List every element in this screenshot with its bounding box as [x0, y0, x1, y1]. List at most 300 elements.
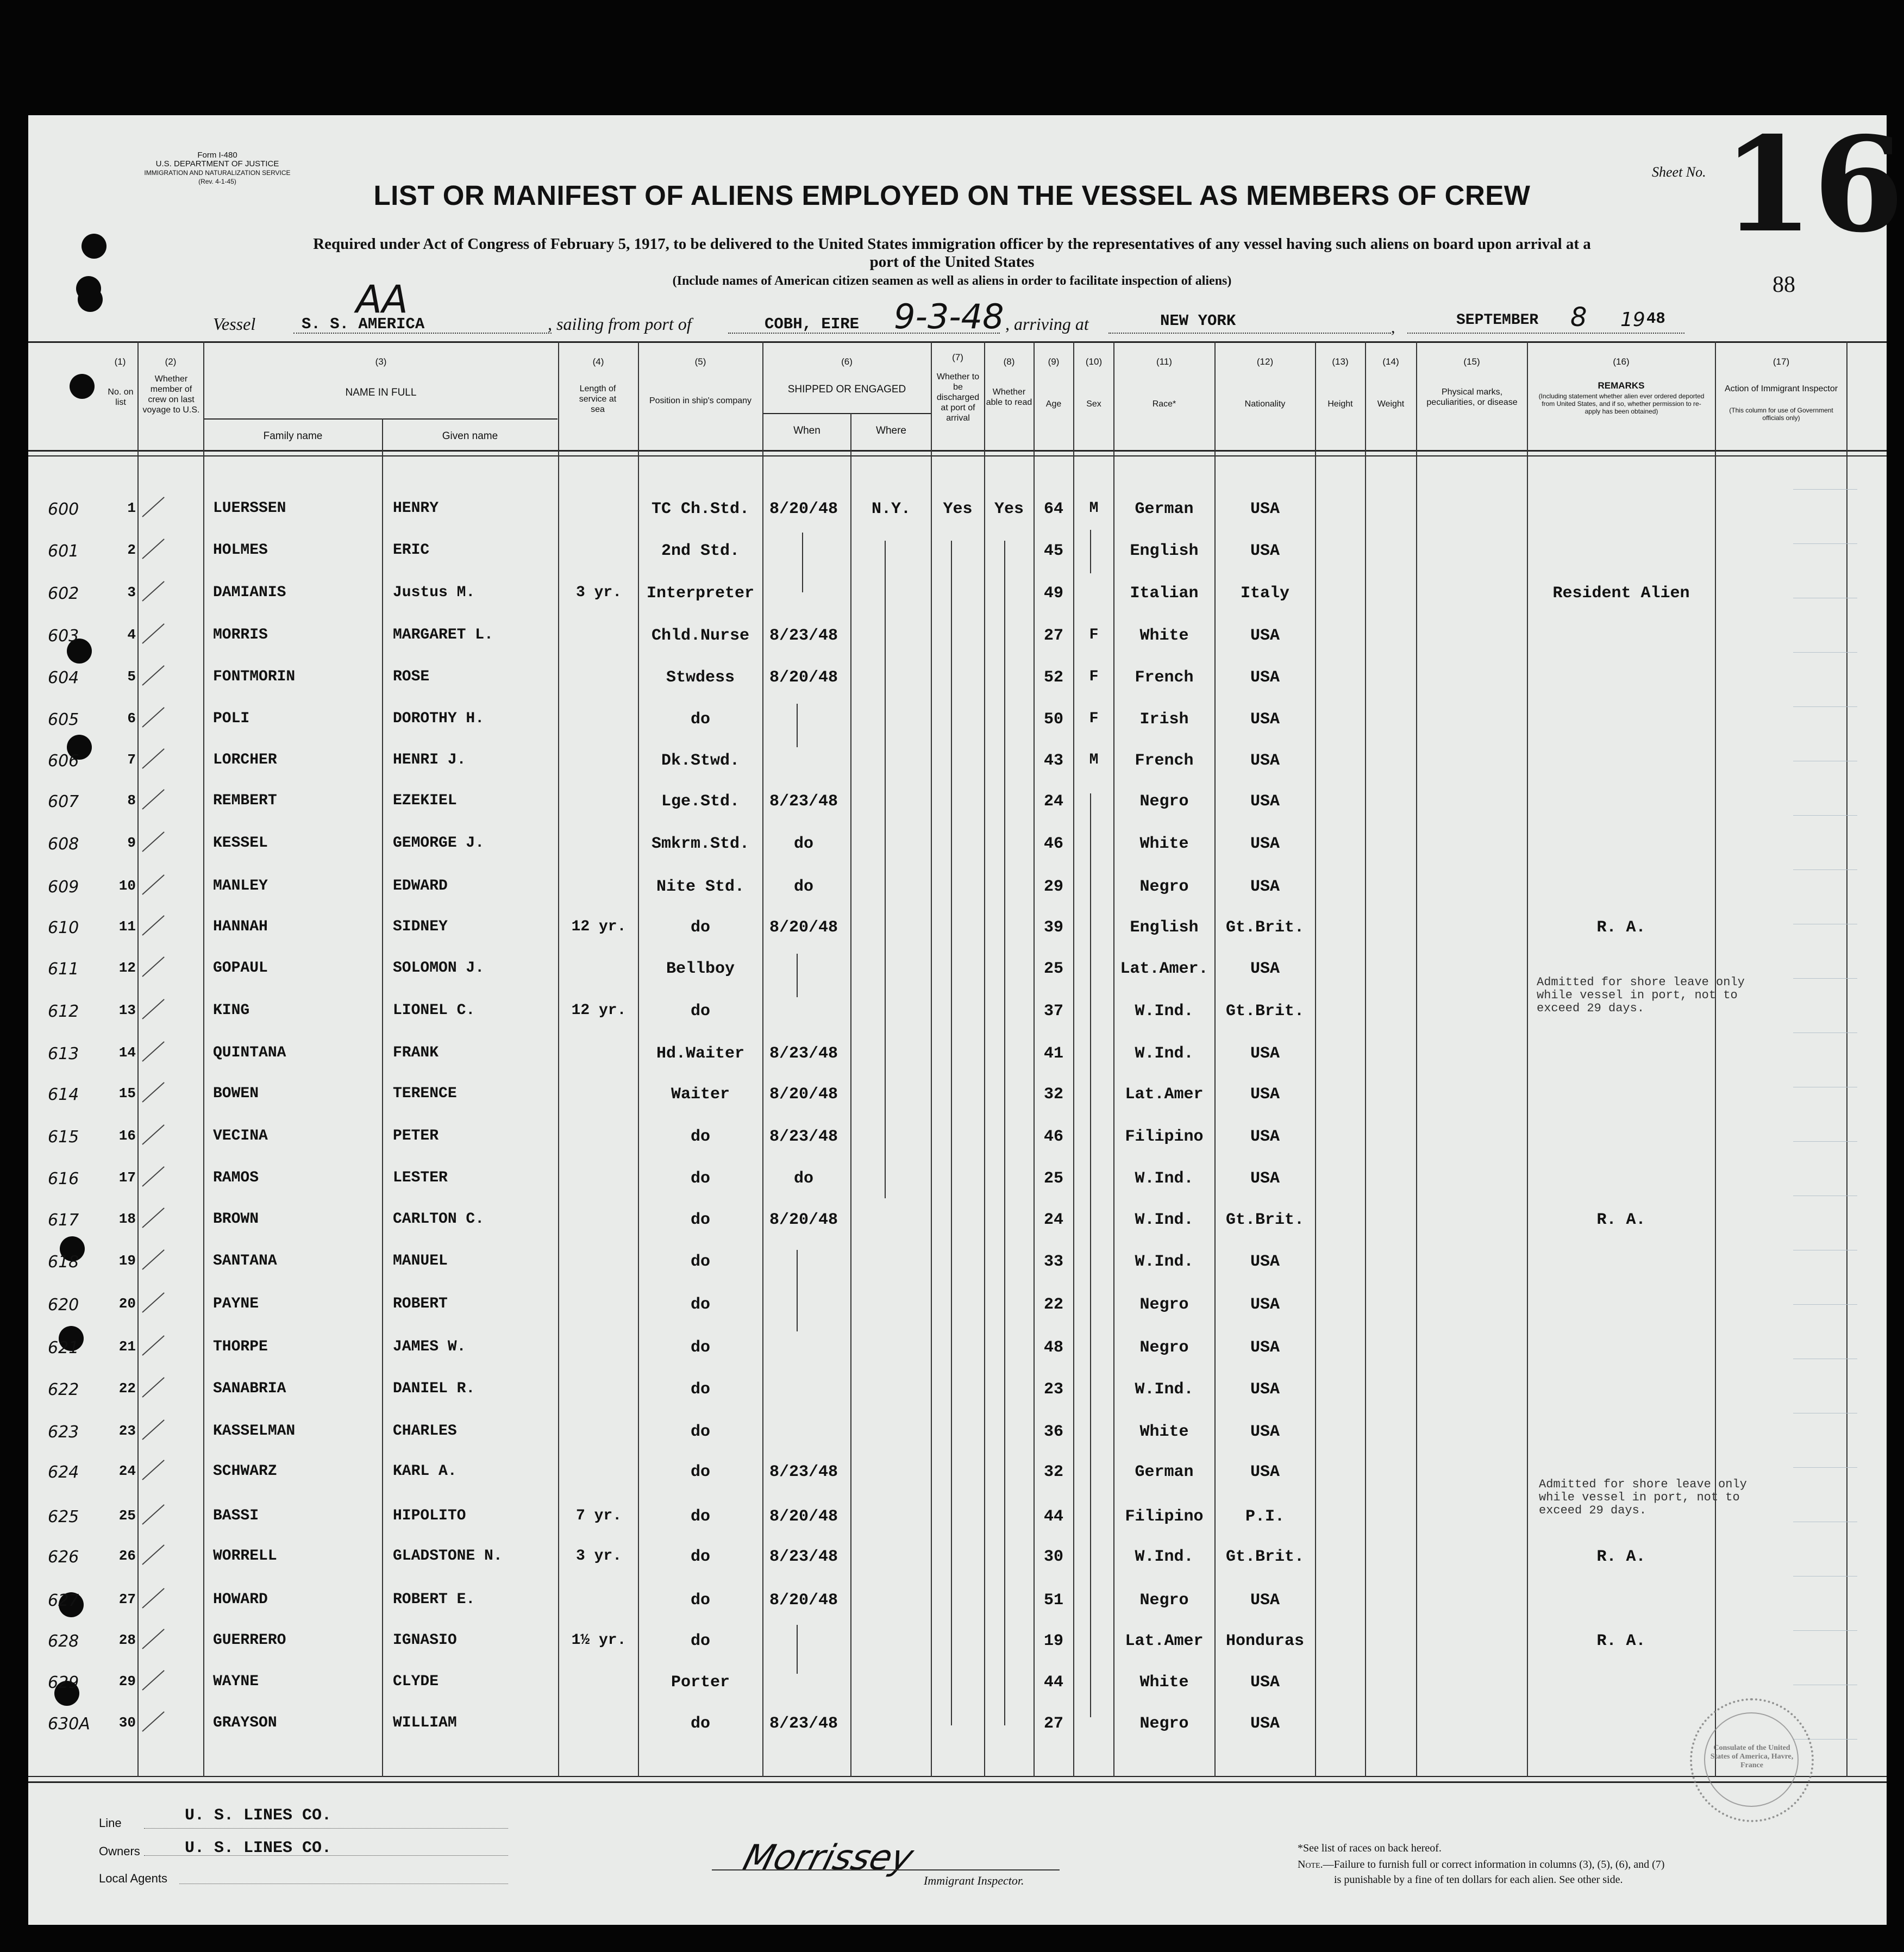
length-of-service: 12 yr.: [571, 918, 627, 935]
age: 39: [1043, 918, 1063, 937]
sailing-port: COBH, EIRE: [765, 315, 860, 333]
ditto-mark: [885, 541, 886, 1198]
list-margin-number: 617: [48, 1211, 79, 1230]
given-name: CARLTON C.: [393, 1211, 485, 1228]
position-in-company: 2nd Std.: [661, 542, 740, 560]
given-name: WILLIAM: [393, 1715, 457, 1731]
position-in-company: do: [690, 1380, 710, 1399]
given-name: FRANK: [393, 1044, 439, 1061]
family-name: QUINTANA: [213, 1044, 286, 1061]
race: Negro: [1139, 1591, 1189, 1610]
sex: M: [1089, 752, 1099, 768]
nationality: USA: [1250, 1128, 1280, 1146]
position-in-company: do: [690, 1632, 710, 1650]
family-name: KESSEL: [213, 835, 268, 852]
family-name: GUERRERO: [213, 1632, 286, 1649]
given-name: LESTER: [393, 1169, 448, 1186]
col12-label: Nationality: [1244, 399, 1286, 409]
race: German: [1135, 1463, 1194, 1481]
given-name: GLADSTONE N.: [393, 1548, 503, 1565]
vessel-name: S. S. AMERICA: [302, 315, 425, 333]
punch-hole: [70, 374, 95, 399]
given-name: HIPOLITO: [393, 1507, 466, 1524]
age: 45: [1043, 542, 1063, 560]
engaged-when: 8/20/48: [769, 1591, 838, 1610]
given-name: EDWARD: [393, 878, 448, 894]
age: 49: [1043, 584, 1063, 603]
engaged-when: 8/20/48: [769, 500, 838, 518]
col1-number: (1): [114, 356, 126, 367]
list-number: 3: [127, 584, 136, 600]
family-name: WAYNE: [213, 1673, 259, 1690]
position-in-company: Stwdess: [666, 668, 735, 687]
note-text: —Failure to furnish full or correct information in columns (3), (5), (6), and (7): [1323, 1859, 1665, 1870]
ditto-mark: [1004, 541, 1005, 1725]
list-number: 30: [118, 1715, 136, 1731]
remarks: R. A.: [1596, 1548, 1646, 1566]
nationality: USA: [1250, 1423, 1280, 1441]
note-line: [1298, 1859, 1664, 1871]
nationality: Gt.Brit.: [1225, 1002, 1305, 1021]
col7-number: (7): [952, 352, 963, 362]
consulate-seal: [1690, 1698, 1814, 1822]
family-name: SANABRIA: [213, 1380, 286, 1397]
sex: F: [1089, 668, 1099, 685]
nationality: USA: [1250, 1085, 1280, 1104]
subtitle-note: (Include names of American citizen seamen as well as aliens in order to facilitate inspection of aliens): [672, 274, 1232, 288]
engaged-when: 8/20/48: [769, 1085, 838, 1104]
engaged-when: do: [793, 878, 813, 896]
engaged-when: do: [793, 835, 813, 853]
age: 41: [1043, 1044, 1063, 1063]
ditto-mark: [951, 541, 952, 1725]
nationality: USA: [1250, 1169, 1280, 1188]
list-number: 27: [118, 1591, 136, 1607]
nationality: P.I.: [1245, 1507, 1285, 1526]
race: Irish: [1139, 710, 1189, 729]
inspector-signature: Morrissey: [739, 1838, 918, 1878]
race: Negro: [1139, 1715, 1189, 1733]
family-name: HANNAH: [213, 918, 268, 935]
col12-number: (12): [1256, 356, 1274, 367]
given-name: SOLOMON J.: [393, 960, 485, 977]
race: Negro: [1139, 1338, 1189, 1357]
vessel-label: Vessel: [213, 314, 256, 334]
age: 36: [1043, 1423, 1063, 1441]
sailing-date-handwritten: 9-3-48: [894, 297, 1004, 336]
ditto-mark: [1090, 530, 1091, 573]
family-name: LUERSSEN: [213, 500, 286, 517]
position-in-company: do: [690, 1296, 710, 1314]
list-margin-number: 624: [48, 1463, 79, 1482]
age: 22: [1043, 1296, 1063, 1314]
owners-label: Owners: [99, 1844, 140, 1858]
position-in-company: do: [690, 1338, 710, 1357]
list-number: 1: [127, 500, 136, 516]
given-name: Justus M.: [393, 584, 475, 601]
given-name: PETER: [393, 1128, 439, 1144]
owners-value: U. S. LINES CO.: [185, 1839, 332, 1857]
vessel-initials: AA: [356, 277, 408, 322]
note-label: Note.: [1298, 1859, 1323, 1870]
position-in-company: do: [690, 1715, 710, 1733]
race: German: [1135, 500, 1194, 518]
ditto-mark: [1090, 793, 1091, 1717]
age: 30: [1043, 1548, 1063, 1566]
col4-label: Length of service at sea: [579, 384, 617, 414]
age: 50: [1043, 710, 1063, 729]
col10-number: (10): [1085, 356, 1103, 367]
family-name: VECINA: [213, 1128, 268, 1144]
given-name: KARL A.: [393, 1463, 457, 1480]
position-in-company: Nite Std.: [656, 878, 745, 896]
list-margin-number: 616: [48, 1169, 79, 1188]
list-margin-number: 602: [48, 584, 79, 603]
list-margin-number: 611: [48, 960, 79, 979]
age: 46: [1043, 1128, 1063, 1146]
age: 52: [1043, 668, 1063, 687]
nationality: Gt.Brit.: [1225, 1211, 1305, 1229]
nationality: Gt.Brit.: [1225, 918, 1305, 937]
able-to-read: Yes: [994, 500, 1024, 518]
col11-number: (11): [1156, 356, 1172, 367]
stamped-remark: [1539, 1478, 1747, 1517]
list-number: 25: [118, 1507, 136, 1524]
list-number: 16: [118, 1128, 136, 1144]
engaged-when: 8/23/48: [769, 627, 838, 645]
given-name: SIDNEY: [393, 918, 448, 935]
position-in-company: do: [690, 710, 710, 729]
ditto-mark: [797, 1250, 798, 1331]
race: W.Ind.: [1135, 1211, 1194, 1229]
sex: M: [1089, 500, 1099, 517]
race: English: [1130, 542, 1199, 560]
family-name: LORCHER: [213, 752, 277, 768]
family-name: BROWN: [213, 1211, 259, 1228]
engaged-when: 8/23/48: [769, 1044, 838, 1063]
col5-number: (5): [694, 356, 706, 367]
list-margin-number: 626: [48, 1548, 79, 1567]
position-in-company: Interpreter: [646, 584, 755, 603]
family-name: MANLEY: [213, 878, 268, 894]
list-number: 21: [118, 1338, 136, 1355]
col8-number: (8): [1003, 356, 1015, 367]
col3-number: (3): [375, 356, 387, 367]
engaged-when: 8/20/48: [769, 1211, 838, 1229]
position-in-company: TC Ch.Std.: [651, 500, 750, 518]
age: 32: [1043, 1085, 1063, 1104]
col11-label: Race*: [1152, 399, 1176, 409]
nationality: Gt.Brit.: [1225, 1548, 1305, 1566]
col9-label: Age: [1045, 399, 1062, 409]
stamped-remark-line: Admitted for shore leave only: [1539, 1478, 1747, 1491]
age: 24: [1043, 1211, 1063, 1229]
given-name: CLYDE: [393, 1673, 439, 1690]
nationality: USA: [1250, 668, 1280, 687]
engaged-where: N.Y.: [871, 500, 911, 518]
race: White: [1139, 835, 1189, 853]
given-name: EZEKIEL: [393, 792, 457, 809]
list-margin-number: 607: [48, 792, 79, 811]
race: Lat.Amer.: [1120, 960, 1208, 978]
ditto-mark: [797, 954, 798, 997]
sheet-number: 16: [1723, 108, 1904, 261]
given-name: HENRY: [393, 500, 439, 517]
list-number: 17: [118, 1169, 136, 1186]
col6-label: SHIPPED OR ENGAGED: [787, 384, 906, 395]
age: 44: [1043, 1673, 1063, 1692]
col14-number: (14): [1382, 356, 1399, 367]
list-number: 15: [118, 1085, 136, 1102]
seal-text: Consulate of the United States of America, Havre, France: [1710, 1744, 1794, 1769]
position-in-company: Bellboy: [666, 960, 735, 978]
family-name: HOLMES: [213, 542, 268, 559]
sex: F: [1089, 710, 1099, 727]
age: 48: [1043, 1338, 1063, 1357]
col7-label: Whether to be discharged at port of arrival: [936, 372, 980, 423]
engaged-when: 8/23/48: [769, 1128, 838, 1146]
col16-sub: (Including statement whether alien ever ordered deported from United States, and if so, whether permission to re-apply has been obtained): [1538, 392, 1705, 415]
position-in-company: do: [690, 1591, 710, 1610]
list-margin-number: 610: [48, 918, 79, 937]
family-name: WORRELL: [213, 1548, 277, 1565]
length-of-service: 7 yr.: [575, 1507, 622, 1524]
line-value: U. S. LINES CO.: [185, 1806, 332, 1825]
race: French: [1135, 752, 1194, 770]
col3-label: NAME IN FULL: [345, 387, 417, 398]
col13-number: (13): [1332, 356, 1349, 367]
list-number: 4: [127, 627, 136, 643]
list-number: 9: [127, 835, 136, 851]
col15-number: (15): [1463, 356, 1480, 367]
list-margin-number: 612: [48, 1002, 79, 1021]
family-name: DAMIANIS: [213, 584, 286, 601]
list-margin-number: 604: [48, 668, 79, 687]
given-name: MANUEL: [393, 1253, 448, 1269]
nationality: Italy: [1240, 584, 1289, 603]
list-number: 7: [127, 752, 136, 768]
col2-number: (2): [165, 356, 177, 367]
list-number: 20: [118, 1296, 136, 1312]
engaged-when: 8/20/48: [769, 918, 838, 937]
nationality: USA: [1250, 878, 1280, 896]
subtitle-line1: Required under Act of Congress of February 5, 1917, to be delivered to the United States immigration officer by the representatives of any vessel having such aliens on board upon arrival at a: [313, 235, 1591, 253]
race: Filipino: [1125, 1507, 1204, 1526]
position-in-company: do: [690, 1169, 710, 1188]
race: English: [1130, 918, 1199, 937]
family-name: SANTANA: [213, 1253, 277, 1269]
service: IMMIGRATION AND NATURALIZATION SERVICE: [144, 169, 291, 177]
engaged-when: 8/23/48: [769, 1715, 838, 1733]
family-name: SCHWARZ: [213, 1463, 277, 1480]
list-margin-number: 618: [48, 1253, 79, 1272]
col1-label: No. on list: [108, 387, 134, 407]
race: W.Ind.: [1135, 1253, 1194, 1271]
age: 64: [1043, 500, 1063, 518]
given-name: ROBERT E.: [393, 1591, 475, 1608]
family-name: GRAYSON: [213, 1715, 277, 1731]
race: W.Ind.: [1135, 1548, 1194, 1566]
length-of-service: 3 yr.: [575, 1548, 622, 1565]
col6-when-label: When: [793, 425, 821, 436]
given-name: MARGARET L.: [393, 627, 493, 643]
col5-label: Position in ship's company: [649, 396, 752, 405]
given-name: IGNASIO: [393, 1632, 457, 1649]
nationality: USA: [1250, 1715, 1280, 1733]
race: W.Ind.: [1135, 1002, 1194, 1021]
position-in-company: Dk.Stwd.: [661, 752, 740, 770]
sheet-label: Sheet No.: [1652, 164, 1706, 180]
col13-label: Height: [1327, 399, 1353, 409]
stamped-remark: [1537, 976, 1745, 1015]
punch-hole: [78, 287, 103, 312]
col16-number: (16): [1613, 356, 1630, 367]
family-name: REMBERT: [213, 792, 277, 809]
stamped-remark-line: Admitted for shore leave only: [1537, 975, 1745, 989]
nationality: USA: [1250, 792, 1280, 811]
list-margin-number: 620: [48, 1296, 79, 1315]
list-margin-number: 621: [48, 1338, 79, 1357]
list-margin-number: 608: [48, 835, 79, 854]
age: 25: [1043, 1169, 1063, 1188]
list-number: 10: [118, 878, 136, 894]
col3-family-label: Family name: [263, 430, 323, 442]
family-name: BOWEN: [213, 1085, 259, 1102]
list-number: 13: [118, 1002, 136, 1018]
family-name: HOWARD: [213, 1591, 268, 1608]
age: 43: [1043, 752, 1063, 770]
nationality: USA: [1250, 752, 1280, 770]
given-name: TERENCE: [393, 1085, 457, 1102]
given-name: CHARLES: [393, 1423, 457, 1440]
given-name: ROBERT: [393, 1296, 448, 1312]
to-be-discharged: Yes: [943, 500, 973, 518]
race: White: [1139, 1673, 1189, 1692]
list-number: 18: [118, 1211, 136, 1227]
position-in-company: do: [690, 1548, 710, 1566]
race: Filipino: [1125, 1128, 1204, 1146]
list-margin-number: 622: [48, 1380, 79, 1399]
ditto-mark: [797, 704, 798, 747]
race: W.Ind.: [1135, 1169, 1194, 1188]
given-name: GEMORGE J.: [393, 835, 485, 852]
age: 29: [1043, 878, 1063, 896]
age: 32: [1043, 1463, 1063, 1481]
remarks: R. A.: [1596, 918, 1646, 937]
list-margin-number: 625: [48, 1507, 79, 1526]
arrival-day: 8: [1570, 302, 1587, 333]
list-number: 14: [118, 1044, 136, 1061]
list-margin-number: 630A: [48, 1715, 90, 1734]
list-margin-number: 601: [48, 542, 79, 561]
arrival-port: NEW YORK: [1160, 312, 1236, 330]
engaged-when: 8/23/48: [769, 1463, 838, 1481]
family-name: MORRIS: [213, 627, 268, 643]
arrival-year-hand: 19: [1620, 309, 1645, 331]
stamped-remark-line: while vessel in port, not to: [1539, 1491, 1740, 1504]
race: Italian: [1130, 584, 1199, 603]
age: 23: [1043, 1380, 1063, 1399]
nationality: USA: [1250, 1338, 1280, 1357]
col8-label: Whether able to read: [986, 387, 1032, 407]
col6-where-label: Where: [876, 425, 906, 436]
col9-number: (9): [1048, 356, 1060, 367]
inspector-label: Immigrant Inspector.: [924, 1874, 1024, 1887]
age: 24: [1043, 792, 1063, 811]
family-name: KASSELMAN: [213, 1423, 296, 1440]
length-of-service: 1½ yr.: [571, 1632, 627, 1649]
family-name: POLI: [213, 710, 250, 727]
given-name: DANIEL R.: [393, 1380, 475, 1397]
nationality: USA: [1250, 1380, 1280, 1399]
engaged-when: 8/23/48: [769, 1548, 838, 1566]
list-number: 5: [127, 668, 136, 685]
race: Negro: [1139, 792, 1189, 811]
stamped-remark-line: exceed 29 days.: [1539, 1504, 1647, 1517]
stamped-remark-line: while vessel in port, not to: [1537, 988, 1738, 1002]
list-margin-number: 605: [48, 710, 79, 729]
col17-label: Action of Immigrant Inspector: [1724, 384, 1838, 393]
age: 37: [1043, 1002, 1063, 1021]
list-number: 26: [118, 1548, 136, 1564]
race: Negro: [1139, 1296, 1189, 1314]
col15-label: Physical marks, peculiarities, or disease: [1426, 387, 1518, 407]
arrival-month: SEPTEMBER: [1456, 312, 1539, 329]
sex: F: [1089, 627, 1099, 643]
position-in-company: Smkrm.Std.: [651, 835, 750, 853]
list-margin-number: 627: [48, 1591, 79, 1610]
family-name: RAMOS: [213, 1169, 259, 1186]
position-in-company: do: [690, 1002, 710, 1021]
remarks: Resident Alien: [1552, 584, 1690, 603]
given-name: ERIC: [393, 542, 430, 559]
col17-sub: (This column for use of Government officials only): [1729, 406, 1833, 422]
nationality: USA: [1250, 1296, 1280, 1314]
col16-label: REMARKS: [1598, 380, 1645, 391]
nationality: USA: [1250, 627, 1280, 645]
race: Negro: [1139, 878, 1189, 896]
arriving-label: , arriving at: [1005, 314, 1089, 334]
age: 27: [1043, 1715, 1063, 1733]
col17-number: (17): [1773, 356, 1790, 367]
position-in-company: do: [690, 1253, 710, 1271]
col4-number: (4): [592, 356, 604, 367]
list-margin-number: 603: [48, 627, 79, 646]
list-margin-number: 628: [48, 1632, 79, 1651]
family-name: GOPAUL: [213, 960, 268, 977]
position-in-company: do: [690, 1507, 710, 1526]
age: 44: [1043, 1507, 1063, 1526]
nationality: USA: [1250, 1253, 1280, 1271]
list-number: 23: [118, 1423, 136, 1439]
position-in-company: Hd.Waiter: [656, 1044, 745, 1063]
note-text2: is punishable by a fine of ten dollars for each alien. See other side.: [1334, 1874, 1623, 1886]
list-margin-number: 629: [48, 1673, 79, 1692]
race: Lat.Amer: [1125, 1085, 1204, 1104]
nationality: USA: [1250, 1044, 1280, 1063]
engaged-when: do: [793, 1169, 813, 1188]
race: W.Ind.: [1135, 1044, 1194, 1063]
list-margin-number: 623: [48, 1423, 79, 1442]
position-in-company: Waiter: [671, 1085, 730, 1104]
col2-label: Whether member of crew on last voyage to U.S.: [142, 374, 200, 415]
age: 27: [1043, 627, 1063, 645]
list-number: 12: [118, 960, 136, 976]
age: 46: [1043, 835, 1063, 853]
stamped-remark-line: exceed 29 days.: [1537, 1002, 1645, 1015]
list-number: 6: [127, 710, 136, 727]
list-number: 19: [118, 1253, 136, 1269]
